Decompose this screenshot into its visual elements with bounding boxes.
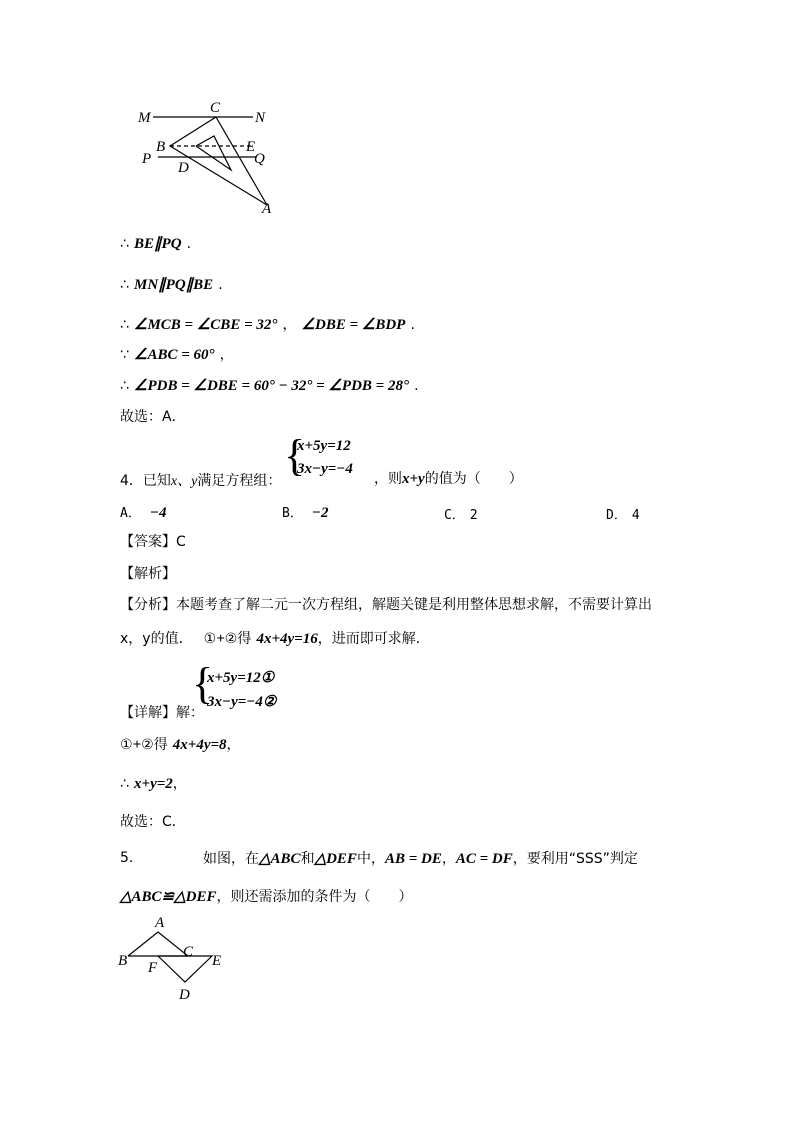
label-F2: F <box>148 960 158 976</box>
label-A: A <box>262 201 272 217</box>
geometry-figure-triangles <box>112 912 232 1007</box>
label-E: E <box>246 139 256 155</box>
analysis-title: 【解析】 <box>120 566 176 582</box>
geometry-figure-parallel-lines <box>128 96 288 221</box>
option-c[interactable]: C． 2 <box>444 508 478 523</box>
label-C: C <box>210 100 221 116</box>
step-angle-pdb: ∴ ∠PDB = ∠DBE = 60° − 32° = ∠PDB = 28° . <box>120 378 419 394</box>
answer-q3: 故选：A． <box>120 409 186 425</box>
detail-system-brace: { <box>192 659 214 708</box>
detail-step-sum: ①+②得 4x+4y=8， <box>120 737 241 753</box>
detail-equation-2: 3x−y=−4② <box>207 694 277 710</box>
analysis-line-2: x，y的值． ①+②得 4x+4y=16，进而即可求解． <box>120 631 430 647</box>
step-angle-abc: ∵ ∠ABC = 60° ， <box>120 347 234 363</box>
q4-equation-1: x+5y=12 <box>297 438 351 454</box>
label-B: B <box>156 139 166 155</box>
step-mn-pq-be: ∴ MN∥PQ∥BE . <box>120 277 223 293</box>
label-M: M <box>138 110 151 126</box>
option-d[interactable]: D． 4 <box>606 508 640 523</box>
label-P: P <box>142 151 152 167</box>
question-5-stem-2: △ABC≌△DEF，则还需添加的条件为（ ） <box>120 889 413 905</box>
q4-equation-2: 3x−y=−4 <box>297 461 353 477</box>
label-D: D <box>178 160 189 176</box>
label-B2: B <box>118 953 128 969</box>
detail-equation-1: x+5y=12① <box>207 670 275 686</box>
step-be-parallel-pq: ∴ BE∥PQ . <box>120 236 192 252</box>
label-N: N <box>255 110 266 126</box>
label-A2: A <box>155 915 165 931</box>
label-E2: E <box>212 953 222 969</box>
detail-label: 【详解】解： <box>120 705 204 721</box>
step-angle-mcb: ∴ ∠MCB = ∠CBE = 32° ， ∠DBE = ∠BDP . <box>120 317 415 333</box>
label-C2: C <box>183 944 194 960</box>
detail-result: ∴ x+y=2， <box>120 776 187 792</box>
analysis-line-1: 【分析】本题考查了解二元一次方程组，解题关键是利用整体思想求解，不需要计算出 <box>120 597 652 613</box>
question-4-stem-end: ，则x+y的值为（ ） <box>374 471 523 487</box>
system-brace: { <box>284 431 306 480</box>
option-a[interactable]: A． −4 <box>120 505 167 521</box>
question-5-number: 5. <box>120 850 134 866</box>
label-Q: Q <box>254 151 265 167</box>
answer-q4: 【答案】C <box>120 534 186 550</box>
question-4-stem: 4．已知x、y满足方程组： <box>120 473 282 489</box>
label-D2: D <box>179 987 190 1003</box>
question-5-stem: 如图，在△ABC和△DEF中，AB = DE，AC = DF，要利用“SSS”判定 <box>203 851 638 867</box>
answer-q4-final: 故选：C． <box>120 814 186 830</box>
option-b[interactable]: B． −2 <box>282 505 329 521</box>
